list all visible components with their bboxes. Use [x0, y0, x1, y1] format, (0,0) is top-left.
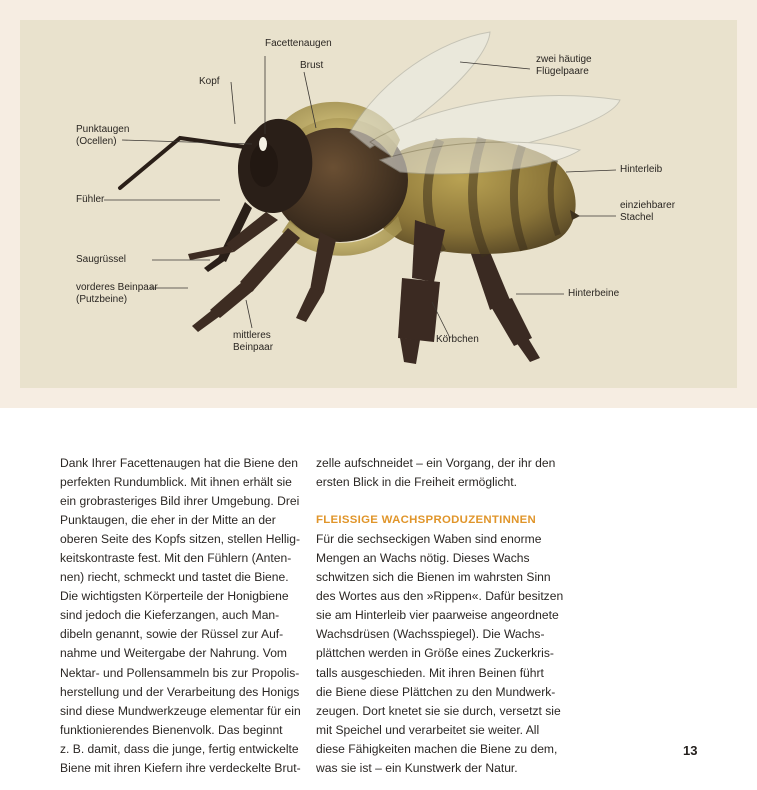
- label-mittleres-beinpaar-line-1: mittleres: [233, 330, 271, 341]
- body-line: dibeln genannt, sowie der Rüssel zur Auf-: [60, 627, 284, 642]
- spacer: [316, 492, 566, 511]
- body-line: nen) riecht, schmeckt und tastet die Biene.: [60, 570, 289, 585]
- body-line: nahme und Weitergabe der Nahrung. Vom: [60, 646, 288, 661]
- antenna: [120, 138, 252, 188]
- label-kopf: Kopf: [199, 76, 220, 87]
- body-line: herstellung und der Verarbeitung des Honigs: [60, 684, 300, 699]
- body-line: Die wichtigsten Körperteile der Honigbiene: [60, 589, 289, 604]
- label-hinterbeine: Hinterbeine: [568, 288, 620, 299]
- label-vorderes-beinpaar-line-2: (Putzbeine): [76, 294, 128, 305]
- body-line: keitskontraste fest. Mit den Fühlern (Anten-: [60, 551, 292, 566]
- page-number: 13: [683, 743, 698, 758]
- body-line: zelle aufschneidet – ein Vorgang, der ihr den: [316, 456, 556, 470]
- body-line: Biene mit ihren Kiefern ihre verdeckelte Brut-: [60, 760, 301, 775]
- body-line: was sie ist – ein Kunstwerk der Natur.: [316, 760, 518, 775]
- body-line: ersten Blick in die Freiheit ermöglicht.: [316, 475, 517, 490]
- label-stachel-line-2: Stachel: [620, 212, 654, 223]
- body-line: die Biene diese Plättchen zu den Mundwerk-: [316, 684, 556, 699]
- label-fluegelpaare: [536, 54, 592, 78]
- section-heading: FLEISSIGE WACHSPRODUZENTINNEN: [316, 514, 537, 527]
- body-line: talls ausgeschieden. Mit ihren Beinen führt: [316, 665, 544, 680]
- label-hinterleib: Hinterleib: [620, 164, 663, 175]
- text-column-left: [60, 454, 300, 778]
- body-line: ein grobrasteriges Bild ihrer Umgebung. Drei: [60, 494, 300, 509]
- body-line: sind jedoch die Kieferzangen, auch Man-: [60, 608, 280, 623]
- label-fuehler: Fühler: [76, 194, 105, 205]
- body-line: Nektar- und Pollensammeln bis zur Propolis-: [60, 665, 300, 680]
- bee-anatomy-figure: [20, 20, 737, 388]
- label-mittleres-beinpaar: [233, 330, 273, 354]
- body-line: Mengen an Wachs nötig. Dieses Wachs: [316, 551, 530, 566]
- label-punktaugen-line-2: (Ocellen): [76, 136, 117, 147]
- body-line: diese Fähigkeiten machen die Biene zu dem,: [316, 741, 558, 756]
- body-line: plättchen werden in Größe eines Zuckerkris-: [316, 646, 554, 661]
- body-line: mit Speichel und verarbeitet sie weiter. All: [316, 722, 540, 737]
- label-saugruessel: Saugrüssel: [76, 254, 127, 265]
- body-line: sind diese Mundwerkzeuge elementar für ein: [60, 703, 301, 718]
- label-fluegelpaare-line-1: zwei häutige: [536, 54, 592, 65]
- body-line: Für die sechseckigen Waben sind enorme: [316, 532, 542, 547]
- body-line: Wachsdrüsen (Wachsspiegel). Die Wachs-: [316, 627, 545, 642]
- label-vorderes-beinpaar-line-1: vorderes Beinpaar: [76, 282, 158, 293]
- label-stachel: [620, 200, 675, 224]
- label-vorderes-beinpaar: [76, 282, 158, 306]
- label-fluegelpaare-line-2: Flügelpaare: [536, 66, 589, 77]
- label-stachel-line-1: einziehbarer: [620, 200, 676, 211]
- body-line: z. B. damit, dass die junge, fertig entwickelte: [60, 741, 299, 756]
- body-line: sie am Hinterleib vier paarweise angeordnete: [316, 608, 559, 623]
- body-line: funktionierendes Bienenvolk. Das beginnt: [60, 722, 283, 737]
- body-line: schwitzen sich die Bienen im wahrsten Sinn: [316, 570, 551, 585]
- label-mittleres-beinpaar-line-2: Beinpaar: [233, 342, 274, 353]
- body-line: Punktaugen, die eher in der Mitte an der: [60, 513, 276, 528]
- label-punktaugen-line-1: Punktaugen: [76, 124, 130, 135]
- body-line: Dank Ihrer Facettenaugen hat die Biene den: [60, 456, 299, 470]
- body-line: oberen Seite des Kopfs sitzen, stellen Hellig-: [60, 532, 300, 547]
- label-koerbchen: Körbchen: [436, 334, 479, 345]
- label-punktaugen: [76, 124, 129, 148]
- body-line: perfekten Rundumblick. Mit ihnen erhält sie: [60, 475, 292, 490]
- body-line: zeugen. Dort knetet sie sie durch, versetzt sie: [316, 703, 561, 718]
- body-line: des Wortes aus den »Rippen«. Dafür besitzen: [316, 589, 564, 604]
- label-facettenaugen: Facettenaugen: [265, 38, 332, 49]
- text-column-right: [316, 454, 566, 778]
- label-brust: Brust: [300, 60, 324, 71]
